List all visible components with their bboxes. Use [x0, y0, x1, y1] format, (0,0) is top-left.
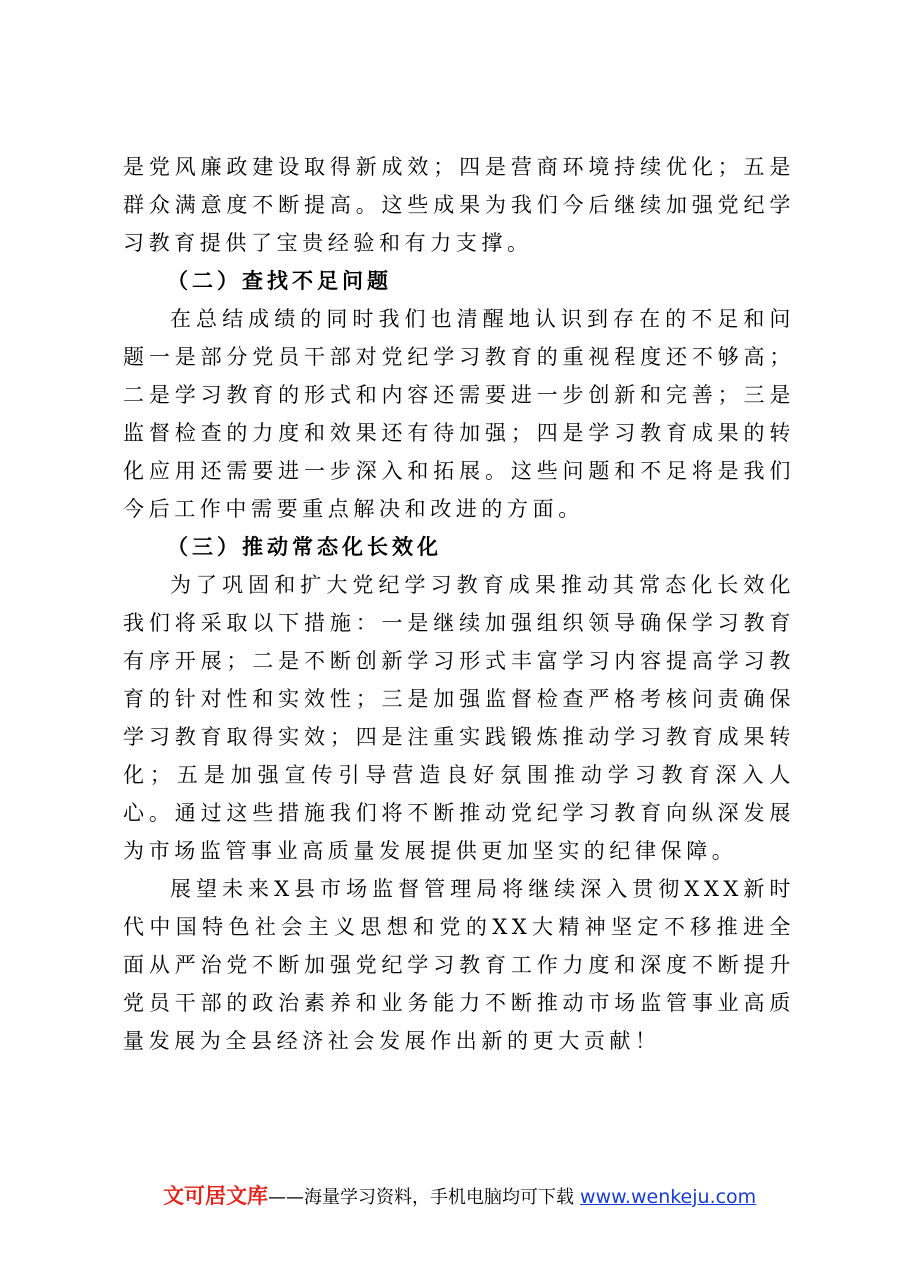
- section-heading-normalization: （三）推动常态化长效化: [167, 534, 442, 559]
- page-footer: [163, 1181, 803, 1211]
- footer-tagline: ——海量学习资料，手机电脑均可下载: [268, 1187, 574, 1208]
- paragraph-outlook: 展望未来X县市场监督管理局将继续深入贯彻XXX新时代中国特色社会主义思想和党的XX大精神坚定不移推进全面从严治党不断加强党纪学习教育工作力度和深度不断提升党员干部的政治素养和业务能力不断推动市场监管事业高质量发展为全县经济社会发展作出新的更大贡献！: [123, 877, 795, 1053]
- paragraph-shortcomings: 在总结成绩的同时我们也清醒地认识到存在的不足和问题一是部分党员干部对党纪学习教育的重视程度还不够高；二是学习教育的形式和内容还需要进一步创新和完善；三是监督检查的力度和效果还有待加强；四是学习教育成果的转化应用还需要进一步深入和拓展。这些问题和不足将是我们今后工作中需要重点解决和改进的方面。: [123, 307, 795, 521]
- footer-website-link[interactable]: www.wenkeju.com: [580, 1186, 757, 1208]
- paragraph-achievements-end: 是党风廉政建设取得新成效；四是营商环境持续优化；五是群众满意度不断提高。这些成果为我们今后继续加强党纪学习教育提供了宝贵经验和有力支撑。: [123, 155, 795, 255]
- section-heading-shortcomings: （二）查找不足问题: [167, 268, 392, 293]
- paragraph-measures: 为了巩固和扩大党纪学习教育成果推动其常态化长效化我们将采取以下措施：一是继续加强组织领导确保学习教育有序开展；二是不断创新学习形式丰富学习内容提高学习教育的针对性和实效性；三是加强监督检查严格考核问责确保学习教育取得实效；四是注重实践锻炼推动学习教育成果转化；五是加强宣传引导营造良好氛围推动学习教育深入人心。通过这些措施我们将不断推动党纪学习教育向纵深发展为市场监管事业高质量发展提供更加坚实的纪律保障。: [123, 573, 795, 863]
- document-body: [123, 148, 795, 1060]
- footer-brand: 文可居文库: [163, 1184, 268, 1208]
